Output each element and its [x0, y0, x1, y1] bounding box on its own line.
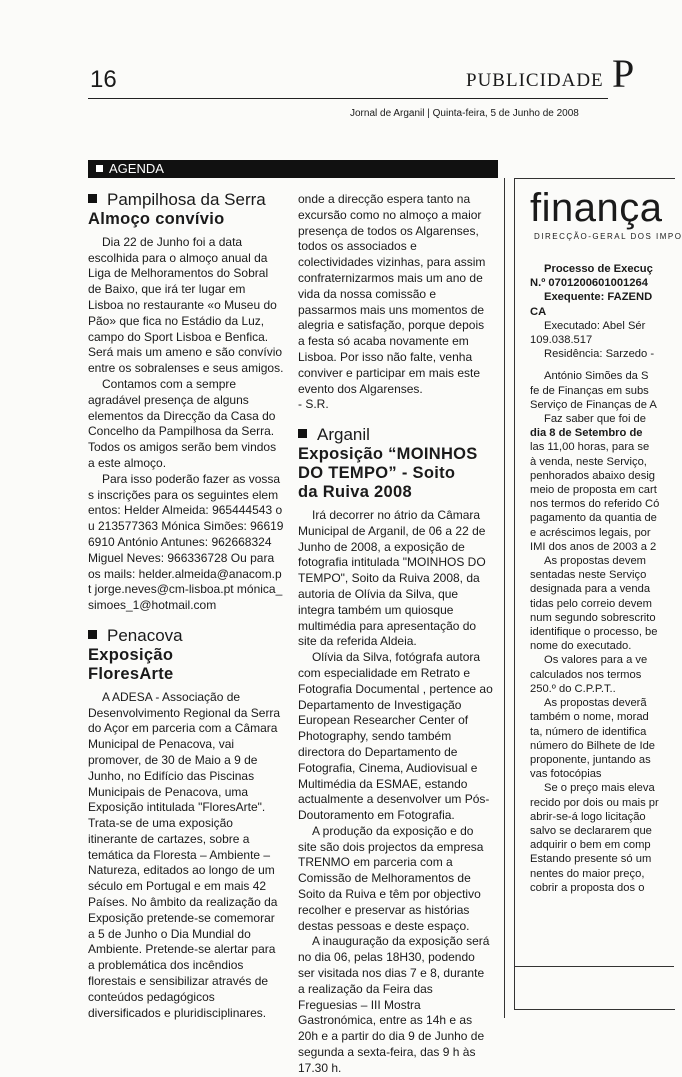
ad-line: e acréscimos legais, por: [530, 526, 651, 539]
region-heading: [88, 192, 284, 208]
ad-line: designada para a venda: [530, 583, 651, 596]
ad-line: CA: [530, 305, 547, 318]
bullet-square-icon: [88, 630, 97, 639]
ad-line: num segundo sobrescrito: [530, 611, 656, 624]
header-rule: [88, 98, 608, 99]
ad-line: penhorados abaixo desig: [530, 469, 656, 482]
ad-line: vas fotocópias: [530, 768, 602, 781]
ad-line: número do Bilhete de Ide: [530, 739, 656, 752]
article-paragraph: Para isso poderão fazer as vossas inscrições para os seguintes elementos: Helder Almeida: 965444543 ou 213577363 Mónica Simões: 966196910 António Antunes: 962668324 Miguel Neves: 966336728 Ou para os mails: helder.almeida@anacom.pt jorge.neves@cm-lisboa.pt mónica_simoes_1@hotmail.com: [88, 471, 284, 613]
ad-line: Residência: Sarzedo -: [544, 348, 655, 361]
ad-line: IMI dos anos de 2003 a 2: [530, 540, 657, 553]
ad-line: Executado: Abel Sér: [544, 319, 646, 332]
article-paragraph: Olívia da Silva, fotógrafa autora com especialidade em Retrato e Fotografia Documental , pertence ao Departamento de Investigação European Researcher Center of Photography, sendo também directora do Departamento de Fotografia, Cinema, Audiovisual e Multimédia da ESMAE, estando actualmente a desenvolver um Pós-Doutoramento em Fotografia.: [298, 650, 493, 823]
ad-line: Exequente: FAZEND: [544, 291, 653, 304]
article-paragraph: onde a direcção espera tanto na excursão como no almoço a maior presença de todos os Algarenses, todos os associados e colectividades vizinhas, para assim confraternizarmos mais um ano de vida da nossa comissão e passarmos mais uns momentos de alegria e satisfação, porque depois a festa só acaba novamente em Lisboa. Por isso não falte, venha conviver e participar em mais este evento dos Algarenses.: [298, 192, 486, 396]
article-paragraph: Irá decorrer no átrio da Câmara Municipal de Arganil, de 06 a 22 de Junho de 2008, a exposição de fotografia intitulada "MOINHOS DO TEMPO", Soito da Ruiva 2008, da autoria de Olívia da Silva, que integra também um quiosque multimédia para apresentação do site da referida Aldeia.: [298, 507, 486, 649]
ad-line: também o nome, morad: [530, 711, 649, 724]
region-label: Penacova: [107, 625, 183, 645]
ad-line: 250.º do C.P.P.T..: [530, 682, 616, 695]
ad-subtitle: DIRECÇÃO-GERAL DOS IMPO: [534, 232, 682, 241]
ad-line: Serviço de Finanças de A: [530, 398, 657, 411]
article-headline: Almoço convívio: [88, 209, 225, 228]
ad-line: Os valores para a ve: [544, 654, 648, 667]
ad-line: nos termos do referido Có: [530, 498, 660, 511]
ad-line: à venda, neste Serviço,: [530, 455, 647, 468]
region-label: Arganil: [317, 425, 370, 445]
region-heading: [298, 427, 494, 443]
article-column-1: [88, 192, 284, 1021]
ad-brand: finança: [530, 186, 663, 230]
agenda-bar: [88, 160, 498, 178]
section-letter: P: [612, 51, 635, 96]
bullet-square-icon: [88, 194, 97, 203]
ad-bottom-box: [514, 966, 674, 1017]
region-heading: [88, 625, 284, 645]
page-number: 16: [90, 66, 117, 93]
ad-line: Se o preço mais eleva: [544, 782, 655, 795]
article-headline: Exposição FloresArte: [88, 645, 174, 683]
ad-line: abrir-se-á logo licitação: [530, 810, 646, 823]
ad-line: identifique o processo, be: [530, 626, 658, 639]
column-divider: [504, 178, 505, 1018]
article-column-2: [298, 192, 494, 1077]
region-label: Pampilhosa da Serra: [107, 190, 266, 209]
ad-line: As propostas deverã: [544, 697, 647, 710]
ad-line: fe de Finanças em subs: [530, 384, 649, 397]
journal-dateline: Jornal de Arganil | Quinta-feira, 5 de Junho de 2008: [350, 108, 579, 119]
ad-line: pagamento da quantia de: [530, 512, 657, 525]
article-paragraph: Contamos com a sempre agradável presença de alguns elementos da Direcção da Casa do Concelho da Pampilhosa da Serra. Todos os amigos serão bem vindos a este almoço.: [88, 376, 277, 470]
ad-line: las 11,00 horas, para se: [530, 441, 650, 454]
ad-line: meio de proposta em cart: [530, 484, 657, 497]
bullet-square-icon: [96, 165, 103, 172]
article-signature: - S.R.: [298, 397, 329, 412]
ad-line: [530, 361, 670, 369]
ad-line: As propostas devem: [544, 555, 646, 568]
agenda-label: AGENDA: [109, 161, 164, 176]
ad-text: [530, 262, 670, 895]
ad-line: adquirir o bem em comp: [530, 839, 651, 852]
ad-line: N.º 0701200601001264: [530, 277, 648, 290]
ad-line: António Simões da S: [544, 370, 649, 383]
ad-line: nome do executado.: [530, 640, 632, 653]
ad-line: dia 8 de Setembro de: [530, 427, 643, 440]
ad-line: proponente, juntando as: [530, 753, 651, 766]
ad-line: cobrir a proposta dos o: [530, 881, 645, 894]
ad-line: ta, número de identifica: [530, 725, 647, 738]
ad-line: sentadas neste Serviço: [530, 569, 647, 582]
ad-line: salvo se declararem que: [530, 824, 652, 837]
article-headline: Exposição “MOINHOS DO TEMPO” - Soito da Ruiva 2008: [298, 444, 478, 501]
article-paragraph: A ADESA - Associação de Desenvolvimento Regional da Serra do Açor em parceria com a Câmara Municipal de Penacova, vai promover, de 30 de Maio a 9 de Junho, no Edifício das Piscinas Municipais de Penacova, uma Exposição intitulada "FloresArte". Trata-se de uma exposição itinerante de cartazes, sobre a temática da Floresta – Ambiente – Natureza, editados ao longo de um século em Portugal e em mais 42 Países. No âmbito da realização da Exposição pretende-se comemorar a 5 de Junho o Dia Mundial do Ambiente. Pretende-se alertar para a problemática dos incêndios florestais e sensibilizar através de conteúdos pedagógicos diversificados e pluridisciplinares.: [88, 689, 281, 1020]
ad-line: 109.038.517: [530, 334, 593, 347]
article-paragraph: Dia 22 de Junho foi a data escolhida para o almoço anual da Liga de Melhoramentos do Sobral de Baixo, que irá ter lugar em Lisboa no restaurante «o Museu do Pão» que fica no Estádio da Luz, campo do Sport Lisboa e Benfica. Será mais um ameno e são convívio entre os sobralenses e seus amigos.: [88, 234, 284, 376]
article-paragraph: A inauguração da exposição será no dia 06, pelas 18H30, podendo ser visitada nos dias 7 e 8, durante a realização da Feira das Freguesias – III Mostra Gastronómica, entre as 14h e as 20h e a partir do dia 9 de Junho de segunda a sexta-feira, das 9 h às 17.30 h.: [298, 934, 490, 1075]
ad-line: recido por dois ou mais pr: [530, 796, 659, 809]
section-title: PUBLICIDADE: [466, 70, 604, 91]
ad-line: Faz saber que foi de: [544, 413, 646, 426]
ad-line: Processo de Execuç: [544, 263, 653, 275]
ad-line: calculados nos termos: [530, 668, 642, 681]
ad-line: nentes do maior preço,: [530, 867, 645, 880]
article-paragraph: A produção da exposição e do site são dois projectos da empresa TRENMO em parceria com a Comissão de Melhoramentos de Soito da Ruiva e têm por objectivo recolher e preservar as histórias destas pessoas e deste espaço.: [298, 823, 484, 933]
ad-line: tidas pelo correio devem: [530, 597, 652, 610]
ad-line: Estando presente só um: [530, 853, 652, 866]
bullet-square-icon: [298, 429, 307, 438]
